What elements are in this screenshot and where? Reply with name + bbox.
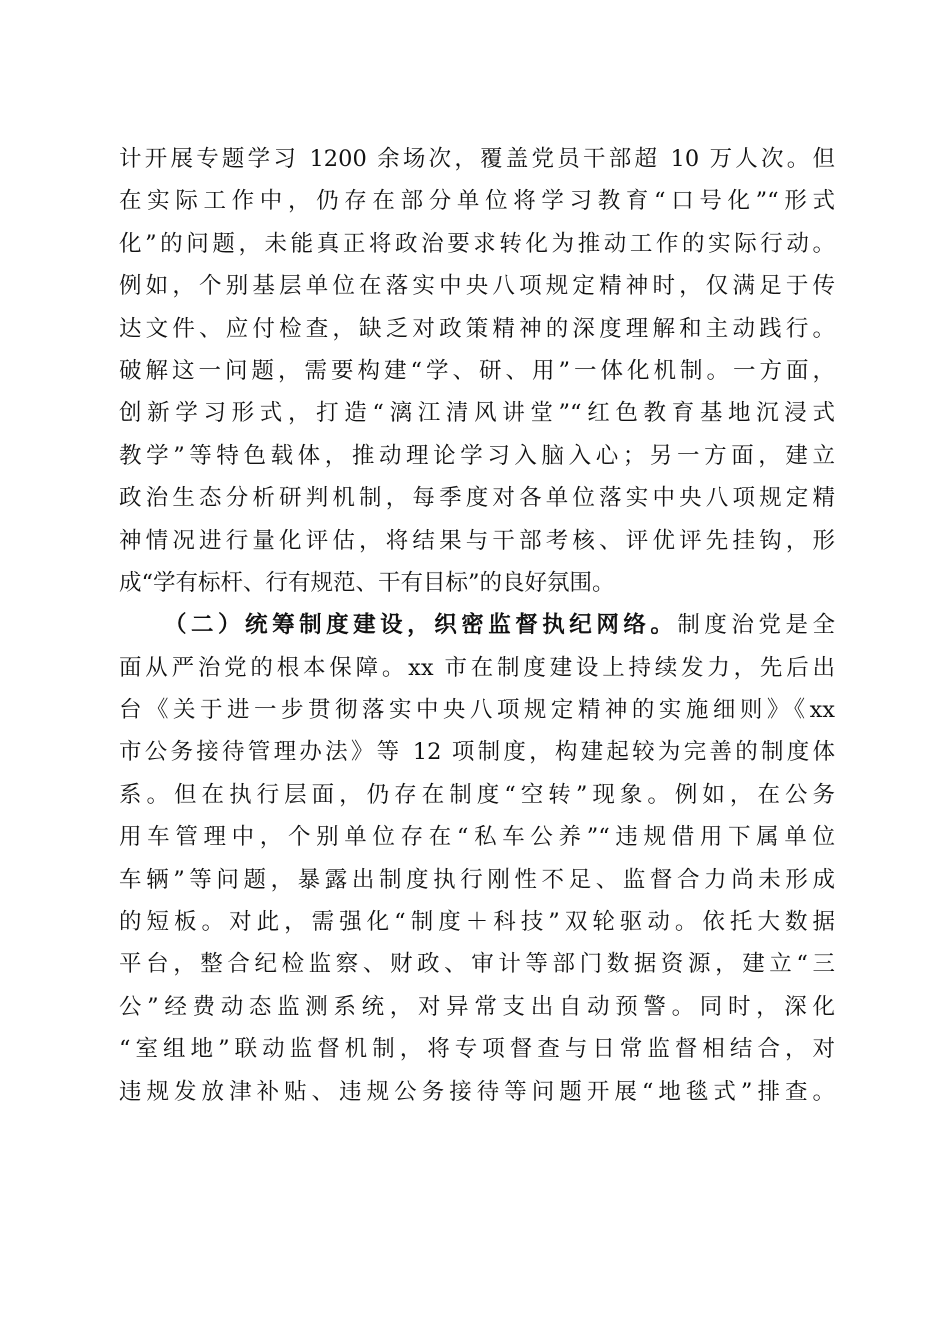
text-line: 市公务接待管理办法》等 12 项制度，构建起较为完善的制度体 xyxy=(119,739,835,766)
heading-line-text: 制度治党是全 xyxy=(677,612,835,639)
text-line: 在实际工作中，仍存在部分单位将学习教育“口号化”“形式 xyxy=(119,188,835,215)
paragraph-2 xyxy=(119,606,835,1111)
text-line: 例如，个别基层单位在落实中央八项规定精神时，仅满足于传 xyxy=(119,273,835,300)
text-line: 系。但在执行层面，仍存在制度“空转”现象。例如，在公务 xyxy=(119,781,835,808)
text-line: 化”的问题，未能真正将政治要求转化为推动工作的实际行动。 xyxy=(119,230,835,257)
text-line: 创新学习形式，打造“漓江清风讲堂”“红色教育基地沉浸式 xyxy=(119,400,835,427)
text-line: 车辆”等问题，暴露出制度执行刚性不足、监督合力尚未形成 xyxy=(119,866,835,893)
text-line: 违规发放津补贴、违规公务接待等问题开展“地毯式”排查。 xyxy=(119,1078,835,1105)
text-line: 政治生态分析研判机制，每季度对各单位落实中央八项规定精 xyxy=(119,485,835,512)
text-line: 平台，整合纪检监察、财政、审计等部门数据资源，建立“三 xyxy=(119,951,835,978)
section-heading: （二）统筹制度建设，织密监督执纪网络。 xyxy=(164,612,678,639)
text-line: 神情况进行量化评估，将结果与干部考核、评优评先挂钩，形 xyxy=(119,527,835,554)
text-line: “室组地”联动监督机制，将专项督查与日常监督相结合，对 xyxy=(119,1036,835,1063)
text-line: 成“学有标杆、行有规范、干有目标”的良好氛围。 xyxy=(119,569,615,596)
text-line: 台《关于进一步贯彻落实中央八项规定精神的实施细则》《xx xyxy=(119,697,835,724)
section-heading-line xyxy=(119,606,835,645)
text-line: 破解这一问题，需要构建“学、研、用”一体化机制。一方面， xyxy=(119,357,835,384)
text-line: 计开展专题学习 1200 余场次，覆盖党员干部超 10 万人次。但 xyxy=(119,146,835,172)
text-line: 公”经费动态监测系统，对异常支出自动预警。同时，深化 xyxy=(119,993,835,1020)
text-line: 面从严治党的根本保障。xx 市在制度建设上持续发力，先后出 xyxy=(119,654,835,681)
document-body xyxy=(119,140,835,1115)
paragraph-1 xyxy=(119,140,835,603)
text-line: 教学”等特色载体，推动理论学习入脑入心；另一方面，建立 xyxy=(119,442,835,469)
text-line: 达文件、应付检查，缺乏对政策精神的深度理解和主动践行。 xyxy=(119,315,835,342)
text-line: 的短板。对此，需强化“制度＋科技”双轮驱动。依托大数据 xyxy=(119,909,835,936)
text-line: 用车管理中，个别单位存在“私车公养”“违规借用下属单位 xyxy=(119,824,835,851)
